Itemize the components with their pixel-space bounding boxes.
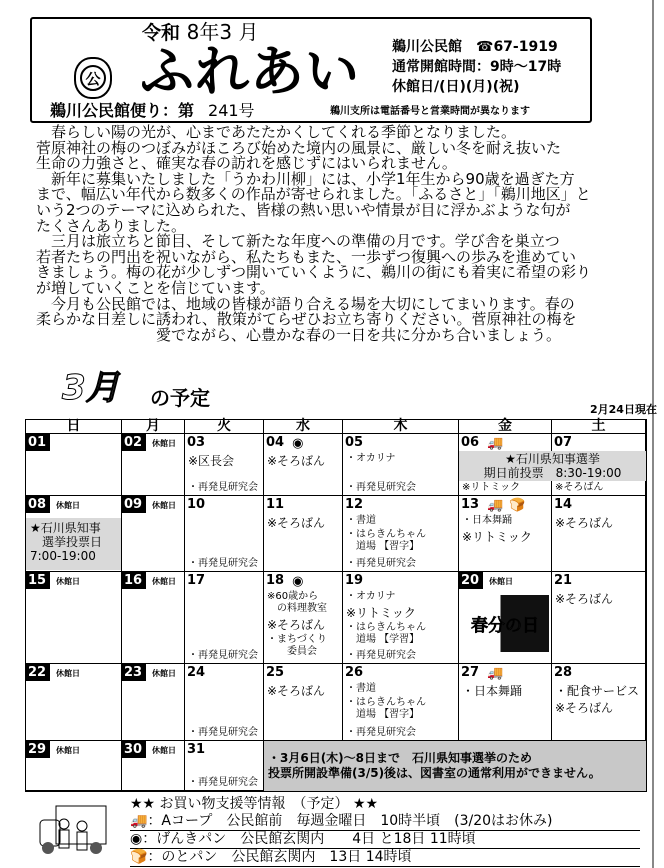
calendar-day — [343, 434, 459, 496]
calendar-day — [185, 741, 264, 791]
calendar-day — [122, 741, 185, 791]
calendar-day — [185, 664, 264, 741]
schedule-item: ※リトミック — [346, 606, 416, 620]
day-header — [29, 666, 118, 681]
shopping-text: ：げんきパン 公民館玄関内 4日 と18日 11時頃 — [142, 831, 476, 847]
schedule-item: ・再発見研究会 — [188, 650, 258, 661]
closed-label: 休館日 — [489, 577, 513, 586]
schedule-item: ・再発見研究会 — [188, 482, 258, 493]
election-day-note: ★石川県知事 選挙投票日 7:00-19:00 — [26, 518, 121, 570]
opening-hours: 通常開館時間：9時～17時 — [392, 59, 562, 75]
day-number: 16 — [122, 572, 146, 589]
calendar-day — [343, 572, 459, 664]
weekday-header: 土 — [552, 420, 646, 434]
schedule-item: ・書道 — [346, 683, 376, 694]
day-number: 25 — [266, 665, 285, 680]
closed-days: 休館日/(日)(月)(祝) — [392, 79, 520, 95]
schedule-title: の予定 — [150, 386, 210, 410]
day-number: 23 — [122, 664, 146, 681]
calendar-day — [264, 572, 343, 664]
body-line: 三月は旅立ちと節目、そして新たな年度への準備の月です。学び舎を巣立つ — [36, 232, 560, 251]
schedule-item: ※リトミック — [462, 530, 532, 544]
body-line: 生命の力強さと、確実な春の訪れを感じずにはいられません。 — [36, 154, 457, 173]
schedule-item: ・再発見研究会 — [346, 482, 416, 493]
day-header — [555, 666, 642, 681]
closed-label: 休館日 — [152, 669, 176, 678]
body-line: 新年に募集いたしました「うかわ川柳」には、小学1年生から90歳を過ぎた方 — [36, 169, 575, 188]
day-header — [125, 666, 181, 681]
donut-icon: ◉ — [292, 436, 304, 451]
schedule-item: ・日本舞踊 — [462, 515, 512, 526]
day-number: 05 — [345, 435, 364, 450]
weekday-header: 水 — [264, 420, 343, 434]
day-header — [29, 436, 118, 451]
calendar-day — [185, 572, 264, 664]
calendar-day — [459, 496, 552, 572]
schedule-item: ・はらきんちゃん 道場 【学習】 — [346, 622, 426, 645]
day-header — [188, 743, 260, 758]
day-header — [462, 666, 548, 681]
issue-number: 鵜川公民館便り：第 241号 — [50, 101, 255, 120]
schedule-item: ※そろばん — [267, 684, 326, 698]
branch-note: 鵜川支所は電話番号と営業時間が異なります — [330, 106, 530, 117]
day-number: 28 — [554, 665, 573, 680]
day-number: 13 — [461, 497, 480, 512]
shopping-line — [130, 849, 640, 867]
schedule-item: ※そろばん — [555, 701, 614, 715]
day-header — [555, 498, 642, 513]
day-header — [125, 436, 181, 451]
schedule-item: ・再発見研究会 — [346, 727, 416, 738]
calendar-day — [185, 496, 264, 572]
schedule-item: ・オカリナ — [346, 453, 396, 464]
closed-label: 休館日 — [56, 501, 80, 510]
day-header — [346, 436, 455, 451]
body-line: 愛でながら、心豊かな春の一日を共に分かち合いましょう。 — [36, 325, 562, 344]
library-notice: ・3月6日(木)～8日まで 石川県知事選挙のため 投票所開設準備(3/5)後は、図書室の通常利用ができません。 — [264, 741, 646, 791]
closed-label: 休館日 — [56, 669, 80, 678]
day-header — [555, 574, 642, 589]
body-line: 今月も公民館では、地域の皆様が語り合える場を大切にしてまいります。春の — [36, 294, 575, 313]
schedule-item: ・書道 — [346, 515, 376, 526]
day-header — [267, 498, 339, 513]
body-line: 菅原神社の梅のつぼみがほころび始めた境内の風景に、厳しい冬を耐え抜いた — [36, 138, 562, 157]
day-header — [125, 574, 181, 589]
hall-info — [392, 37, 561, 97]
day-number: 10 — [187, 497, 206, 512]
schedule-item: ・再発見研究会 — [188, 777, 258, 788]
day-header — [462, 436, 548, 451]
schedule-item: ※60歳から の料理教室 — [267, 591, 327, 614]
schedule-item: ※そろばん — [555, 516, 614, 530]
bus-icon: 🚚 — [487, 436, 504, 451]
calendar-day — [122, 496, 185, 572]
calendar-day — [343, 664, 459, 741]
schedule-item: ・再発見研究会 — [188, 558, 258, 569]
day-number: 06 — [461, 435, 480, 450]
weekday-header: 金 — [459, 420, 552, 434]
closed-label: 休館日 — [56, 577, 80, 586]
day-number: 08 — [26, 496, 50, 513]
body-line: が増していくことを信じています。 — [36, 278, 275, 297]
bread-icon: 🍞 — [509, 498, 526, 513]
day-number: 21 — [554, 573, 573, 588]
schedule-item: ・はらきんちゃん 道場 【習字】 — [346, 529, 426, 552]
day-number: 14 — [554, 497, 573, 512]
schedule-item: ※リトミック — [462, 482, 521, 493]
day-number: 04 — [266, 435, 285, 450]
day-header — [346, 574, 455, 589]
day-header — [29, 743, 118, 758]
calendar-day — [26, 664, 122, 741]
day-number: 12 — [345, 497, 364, 512]
day-number: 31 — [187, 742, 206, 757]
schedule-item: ・まちづくり 委員会 — [267, 634, 327, 657]
closed-label: 休館日 — [152, 501, 176, 510]
day-number: 30 — [122, 741, 146, 758]
body-line: 春らしい陽の光が、心まであたたかくしてくれる季節となりました。 — [36, 123, 517, 141]
body-line: 若者たちの門出を祝いながら、私たちもまた、一歩ずつ復興への歩みを進めてい — [36, 247, 577, 266]
mobile-shop-illustration — [38, 800, 108, 860]
calendar-day — [26, 572, 122, 664]
schedule-item: ※そろばん — [555, 482, 604, 493]
shopping-text: ：のとパン 公民館玄関内 13日 14時頃 — [147, 849, 412, 865]
weekday-header: 日 — [26, 420, 122, 434]
calendar-day — [459, 572, 552, 664]
schedule-item: ※そろばん — [267, 516, 326, 530]
closed-label: 休館日 — [152, 577, 176, 586]
day-header — [346, 498, 455, 513]
shopping-title: ★★ お買い物支援等情報 （予定） ★★ — [130, 796, 379, 812]
day-number: 07 — [554, 435, 573, 450]
calendar-day — [552, 572, 646, 664]
calendar-day — [264, 664, 343, 741]
calendar-day — [343, 496, 459, 572]
day-header — [188, 436, 260, 451]
bus-icon: 🚚 — [130, 813, 148, 829]
calendar — [25, 419, 647, 792]
schedule-item: ※そろばん — [267, 454, 326, 468]
calendar-day — [459, 664, 552, 741]
bread-icon: 🍞 — [130, 849, 148, 865]
schedule-item: ・配食サービス — [555, 684, 640, 698]
day-number: 09 — [122, 496, 146, 513]
schedule-item: ※区長会 — [188, 454, 235, 468]
day-number: 27 — [461, 665, 480, 680]
calendar-day — [26, 496, 122, 572]
day-header — [267, 574, 339, 589]
shopping-line — [130, 831, 640, 849]
schedule-item: ・はらきんちゃん 道場 【習字】 — [346, 697, 426, 720]
closed-label: 休館日 — [152, 746, 176, 755]
day-header — [462, 574, 548, 589]
body-line: きましょう。梅の花が少しずつ開いていくように、鵜川の街にも着実に希望の彩り — [36, 263, 592, 282]
calendar-day — [122, 572, 185, 664]
calendar-day — [26, 434, 122, 496]
day-header — [267, 666, 339, 681]
closed-label: 休館日 — [152, 439, 176, 448]
page-edge — [652, 0, 664, 868]
schedule-title-month: 3月 — [62, 368, 120, 408]
calendar-day — [264, 434, 343, 496]
early-voting-note: ★石川県知事選挙 期日前投票 8:30-19:00 — [459, 451, 646, 481]
day-header — [267, 436, 339, 451]
schedule-item: ・オカリナ — [346, 591, 396, 602]
shopping-info — [130, 796, 640, 867]
day-number: 24 — [187, 665, 206, 680]
day-number: 03 — [187, 435, 206, 450]
day-header — [29, 574, 118, 589]
day-number: 20 — [459, 572, 483, 589]
closed-label: 休館日 — [56, 746, 80, 755]
body-line: 柔らかな日差しに誘われ、散策がてらぜひお立ち寄りください。菅原神社の梅を — [36, 310, 577, 329]
shunbun-no-hi-image: 春分の日 — [461, 595, 549, 652]
schedule-item: ・再発見研究会 — [188, 727, 258, 738]
day-number: 18 — [266, 573, 285, 588]
day-header — [346, 666, 455, 681]
schedule-item: ・再発見研究会 — [346, 558, 416, 569]
day-number: 22 — [26, 664, 50, 681]
day-header — [555, 436, 642, 451]
body-line: たくさんありました。 — [36, 216, 187, 235]
day-header — [188, 666, 260, 681]
calendar-day — [264, 496, 343, 572]
donut-icon: ◉ — [130, 831, 143, 847]
day-number: 01 — [26, 434, 50, 451]
day-number: 11 — [266, 497, 285, 512]
body-line: いう2つのテーマに込められた、皆様の熱い思いや情景が目に浮かぶような句が — [36, 200, 571, 219]
newsletter-header — [30, 17, 592, 123]
weekday-header: 木 — [343, 420, 459, 434]
day-number: 29 — [26, 741, 50, 758]
day-header — [125, 498, 181, 513]
shopping-text: ：Aコープ 公民館前 毎週金曜日 10時半頃 (3/20はお休み) — [147, 813, 553, 829]
day-header — [188, 574, 260, 589]
day-number: 02 — [122, 434, 146, 451]
day-number: 26 — [345, 665, 364, 680]
calendar-day — [552, 664, 646, 741]
day-number: 17 — [187, 573, 206, 588]
donut-icon: ◉ — [292, 574, 304, 589]
weekday-header: 火 — [185, 420, 264, 434]
body-line: まで、幅広い年代から数多くの作品が寄せられました。「ふるさと」「鵜川地区」と — [36, 185, 591, 204]
calendar-day — [122, 434, 185, 496]
schedule-item: ・日本舞踊 — [462, 684, 523, 698]
day-number: 15 — [26, 572, 50, 589]
bus-icon: 🚚 — [487, 498, 504, 513]
day-header — [125, 743, 181, 758]
greeting-text — [36, 125, 591, 343]
calendar-day — [26, 741, 122, 791]
newsletter-title: ふれあい — [140, 40, 360, 103]
schedule-item: ・再発見研究会 — [346, 650, 416, 661]
day-header — [188, 498, 260, 513]
day-header — [29, 498, 118, 513]
hall-phone: 鵜川公民館 ☎67-1919 — [392, 39, 558, 55]
schedule-item: ※そろばん — [555, 592, 614, 606]
as-of-date: 2月24日現在 — [590, 403, 657, 416]
issue-date: 令和 8年3 月 — [142, 20, 259, 44]
day-number: 19 — [345, 573, 364, 588]
day-header — [462, 498, 548, 513]
calendar-day — [552, 496, 646, 572]
shopping-line — [130, 813, 640, 831]
calendar-day — [185, 434, 264, 496]
weekday-header: 月 — [122, 420, 185, 434]
schedule-item: ※そろばん — [267, 618, 326, 632]
calendar-day — [122, 664, 185, 741]
kominkan-seal-logo: 公 — [74, 57, 112, 99]
bus-icon: 🚚 — [487, 666, 504, 681]
